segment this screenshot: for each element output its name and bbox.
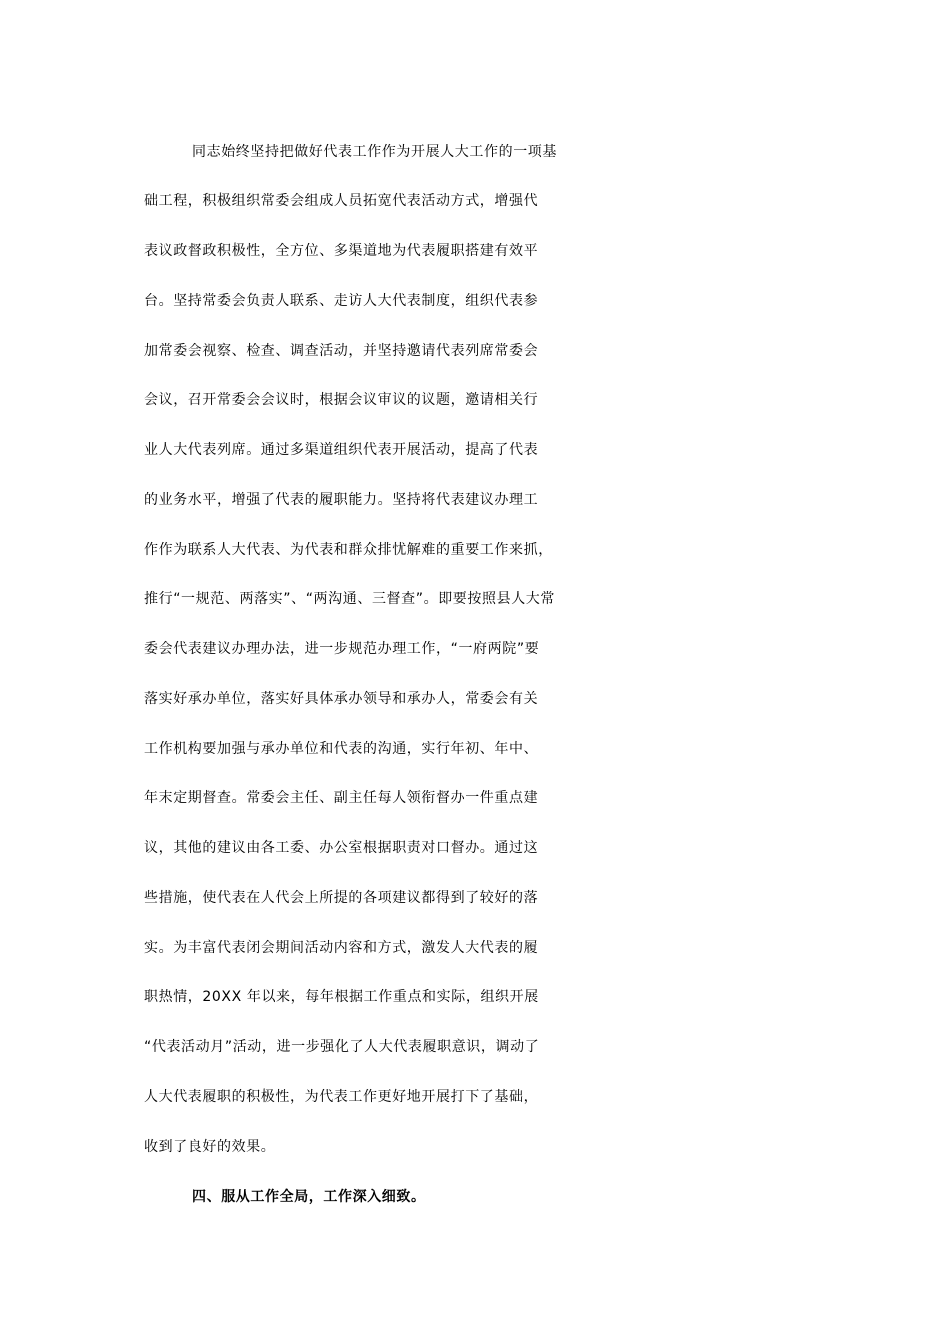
paragraph-line: 收到了良好的效果。 <box>144 1139 276 1155</box>
paragraph-line: 作作为联系人大代表、为代表和群众排忧解难的重要工作来抓， <box>144 542 553 558</box>
paragraph-line: 委会代表建议办理办法，进一步规范办理工作，“一府两院”要 <box>144 641 540 657</box>
paragraph-line: 的业务水平，增强了代表的履职能力。坚持将代表建议办理工 <box>144 492 539 508</box>
paragraph-line: 议，其他的建议由各工委、办公室根据职责对口督办。通过这 <box>144 840 539 856</box>
paragraph-line: 推行“一规范、两落实”、“两沟通、三督查”。即要按照县人大常 <box>144 591 556 607</box>
paragraph-line: “代表活动月”活动，进一步强化了人大代表履职意识，调动了 <box>144 1039 540 1055</box>
paragraph-line: 落实好承办单位，落实好具体承办领导和承办人，常委会有关 <box>144 691 539 707</box>
paragraph-line: 础工程，积极组织常委会组成人员拓宽代表活动方式，增强代 <box>144 193 539 209</box>
paragraph-line: 业人大代表列席。通过多渠道组织代表开展活动，提高了代表 <box>144 442 539 458</box>
paragraph-line: 年末定期督查。常委会主任、副主任每人领衔督办一件重点建 <box>144 790 539 806</box>
paragraph-line: 同志始终坚持把做好代表工作作为开展人大工作的一项基 <box>192 144 557 160</box>
paragraph-line: 些措施，使代表在人代会上所提的各项建议都得到了较好的落 <box>144 890 539 906</box>
paragraph-line: 工作机构要加强与承办单位和代表的沟通，实行年初、年中、 <box>144 741 539 757</box>
paragraph-line: 人大代表履职的积极性，为代表工作更好地开展打下了基础， <box>144 1089 539 1105</box>
paragraph-line: 加常委会视察、检查、调查活动，并坚持邀请代表列席常委会 <box>144 343 539 359</box>
paragraph-line: 实。为丰富代表闭会期间活动内容和方式，激发人大代表的履 <box>144 940 539 956</box>
section-heading: 四、服从工作全局，工作深入细致。 <box>192 1189 426 1205</box>
paragraph-line: 表议政督政积极性，全方位、多渠道地为代表履职搭建有效平 <box>144 243 539 259</box>
paragraph-line: 台。坚持常委会负责人联系、走访人大代表制度，组织代表参 <box>144 293 539 309</box>
paragraph-line: 职热情，20XX 年以来，每年根据工作重点和实际，组织开展 <box>144 989 539 1005</box>
paragraph-line: 会议，召开常委会会议时，根据会议审议的议题，邀请相关行 <box>144 392 539 408</box>
